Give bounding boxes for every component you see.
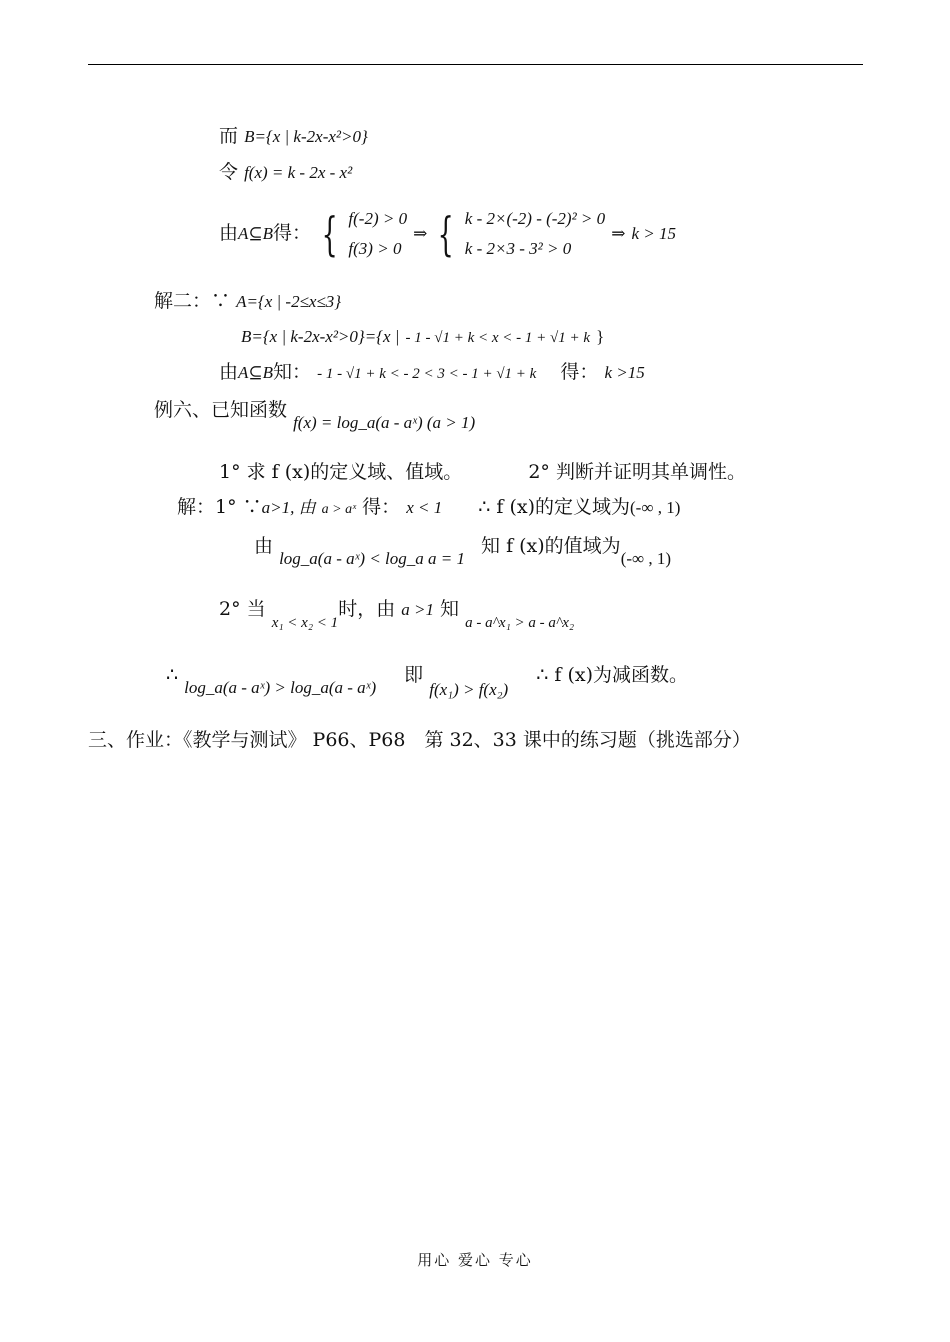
math-a-gt-1: a >1 <box>401 600 434 619</box>
line-monotonic <box>219 598 575 631</box>
line-set-b <box>219 127 368 146</box>
text: 知 <box>440 598 460 620</box>
line-domain <box>177 498 680 517</box>
line-example-six <box>154 399 476 432</box>
therefore: ∴ <box>166 664 179 686</box>
math-ineq: a > aˣ <box>321 502 357 517</box>
math-ineq: a - a^x₁ > a - a^x₂ <box>465 615 575 631</box>
text: 得： <box>560 361 599 383</box>
text: 知： <box>273 361 312 383</box>
line-questions <box>219 463 746 482</box>
math-a-subset-b: A⊆B <box>238 363 274 382</box>
implies-arrow: ⇒ <box>611 224 626 243</box>
line-conclusion <box>166 664 689 699</box>
homework-text: 三、作业：《教学与测试》 P66、P68 第 32、33 课中的练习题（挑选部分） <box>88 729 751 751</box>
math-interval: - 1 - √1 + k < x < - 1 + √1 + k <box>405 330 591 346</box>
text: 解二：∵ <box>154 290 231 312</box>
math-result: k > 15 <box>631 224 677 243</box>
line-range <box>254 535 672 568</box>
line-subset-know <box>219 363 645 382</box>
math-set-b: B={x | k-2x-x²>0} <box>244 127 368 146</box>
text: 而 <box>219 125 239 147</box>
left-brace: { <box>438 207 455 261</box>
text: ∴ f (x)为减函数。 <box>536 664 689 686</box>
math-result: k >15 <box>604 363 645 382</box>
case-row: k - 2×(-2) - (-2)² > 0 <box>464 209 606 228</box>
math-f-compare: f(x₁) > f(x₂) <box>429 680 509 699</box>
implies-arrow: ⇒ <box>413 224 428 243</box>
line-solution-two <box>154 292 341 311</box>
case-row: k - 2×3 - 3² > 0 <box>464 239 572 258</box>
text: 2° 当 <box>219 598 266 620</box>
question-2: 2° 判断并证明其单调性。 <box>528 461 746 483</box>
math-x-lt-1: x < 1 <box>406 498 443 517</box>
text: 得： <box>362 496 401 518</box>
text: 例六、已知函数 <box>154 399 288 421</box>
page-footer: 用心 爱心 专心 <box>417 1251 533 1269</box>
math-a-subset-b: A⊆B <box>238 224 274 243</box>
math-a-gt-1: a>1, 由 <box>261 498 316 517</box>
text: 即 <box>404 664 424 686</box>
text: 解：1° ∵ <box>177 496 262 518</box>
line-homework <box>88 731 751 750</box>
math-set-a: A={x | -2≤x≤3} <box>236 292 342 311</box>
case-row: f(-2) > 0 <box>348 209 408 228</box>
text: 知 f (x)的值域为 <box>481 535 621 557</box>
math-close-brace: } <box>596 327 605 346</box>
line-subset-condition <box>219 204 676 264</box>
math-inequality: - 1 - √1 + k < - 2 < 3 < - 1 + √1 + k <box>317 366 537 382</box>
math-set-b: B={x | k-2x-x²>0}={x | <box>241 327 400 346</box>
line-define-f <box>219 163 352 182</box>
math-condition: x₁ < x₂ < 1 <box>271 615 339 631</box>
case-block-1 <box>348 204 407 264</box>
text: 时，由 <box>338 598 396 620</box>
left-brace: { <box>321 207 338 261</box>
line-set-b-solved <box>241 327 604 346</box>
math-log-compare: log_a(a - aˣ) > log_a(a - aˣ) <box>184 678 377 697</box>
text: 由 <box>219 361 239 383</box>
question-1: 1° 求 f (x)的定义域、值域。 <box>219 461 463 483</box>
header-rule <box>88 64 863 65</box>
text: 得： <box>273 222 312 244</box>
case-block-2 <box>465 204 605 264</box>
case-row: f(3) > 0 <box>348 239 402 258</box>
math-f-def: f(x) = k - 2x - x² <box>244 163 353 182</box>
math-domain: (-∞ , 1) <box>630 498 681 517</box>
math-function: f(x) = log_a(a - aˣ) (a > 1) <box>293 413 476 432</box>
text: 令 <box>219 161 239 183</box>
math-log-ineq: log_a(a - aˣ) < log_a a = 1 <box>279 549 465 568</box>
math-range: (-∞ , 1) <box>620 549 672 568</box>
text: 由 <box>254 535 274 557</box>
text: ∴ f (x)的定义域为 <box>478 496 631 518</box>
text: 由 <box>219 222 239 244</box>
